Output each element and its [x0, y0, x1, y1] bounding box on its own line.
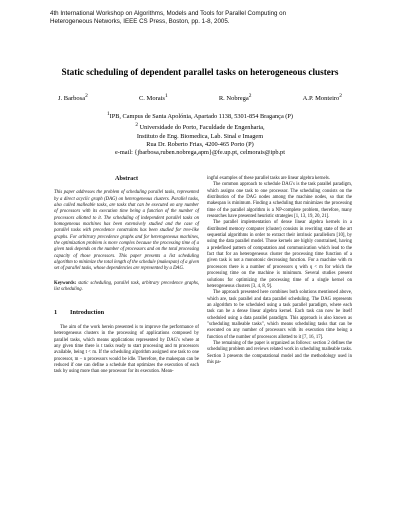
author-name: A.P. Monteiro$^2$: [302, 93, 342, 103]
body-paragraph: The common approach to schedule DAG's is the task parallel paradigm, which assigns one task to one processor. The scheduling consists on the distribution of the DAG nodes among the machine nodes, so that the makespan is minimum. Finding a scheduling that minimizes the processing time of the parallel algorithm is a NP-complete problem, therefore, many researches have presented heuristic strategies [1, 13, 19, 20, 21].: [207, 182, 352, 220]
keywords-label: Keywords:: [54, 280, 77, 286]
author-list: [58, 93, 342, 102]
workshop-line-2: Heterogeneous Networks, IEEE CS Press, Boston, pp. 1-8, 2005.: [50, 18, 230, 25]
body-paragraph: ingful examples of these parallel tasks are linear algebra kernels.: [207, 176, 330, 181]
author-name: R. Nobrega$^2$: [218, 93, 252, 103]
section-title: Introduction: [70, 308, 105, 316]
affiliation-line: Rua Dr. Roberto Frias, 4200-465 Porto (P): [146, 140, 254, 148]
keywords-text: static scheduling, parallel task, arbitrary precedence graphs, list scheduling.: [54, 280, 200, 293]
keywords: [54, 281, 199, 294]
section-heading: [54, 310, 199, 316]
section-number: 1: [54, 308, 58, 316]
affiliations: [40, 110, 360, 157]
author-name: J. Barbosa$^2$: [58, 93, 88, 103]
affiliation-line: $^1$IPB, Campus de Santa Apolónia, Apartado 1138, 5301-854 Bragança (P): [106, 111, 294, 121]
author-name: C. Morais$^1$: [138, 93, 168, 103]
intro-paragraph: The aim of the work herein presented is to improve the performance of heterogeneous clusters in the processing of applications composed by parallel tasks, which means applications represented by DAG's where at any given time there is t tasks ready to start processing and m processors available, being t < m. If the scheduling algorithm assigned one task to one processor, m − n processors would be idle. Therefore, the makespan can be reduced if one can define a schedule that optimizes the execution of each task by using more than one processor for its execution. Mean-: [54, 324, 199, 375]
workshop-line-1: 4th International Workshop on Algorithms, Models and Tools for Parallel Computing on: [50, 10, 287, 17]
body-paragraph: The parallel implementation of dense linear algebra kernels in a distributed memory computer (cluster) consists in rewriting state of the art sequential algorithms in order to extract their intrinsic parallelism [10], by using the data parallel model. Those kernels are highly constrained, having a predefined pattern of computation and communication which lead to the fact that for an heterogeneous cluster the processing time function of a given task is not a monotonic decreasing function. For a machine with m processors there is a number of processors q with q < m for which the processing time on the machine is minimum. Several studies present solutions for optimizing the processing time of a single kernel on heterogeneous clusters [3, 4, 8, 9].: [207, 220, 352, 289]
email-line: e-mail: {jbarbosa,ruben.nobrega,apm}@fe.up.pt, celmorais@ipb.pt: [115, 149, 285, 156]
paper-title: Static scheduling of dependent parallel tasks on heterogeneous clusters: [61, 67, 339, 77]
abstract-text: This paper addresses the problem of scheduling parallel tasks, represented by a direct acyclic graph (DAG) on heterogeneous clusters. Parallel tasks, also called malleable tasks, are tasks that can be executed on any number of processors with its execution time being a function of the number of processors allotted to it. The scheduling of independent parallel tasks on homogeneous machines has been extensively studied and the case of parallel tasks with precedence constraints has been studied for tree-like graphs. For arbitrary precedence graphs and for heterogeneous machines, the optimization problem is more complex because the processing time of a given task depends on the number of processors and on the total processing capacity of those processors. This paper presents a list scheduling algorithm to minimize the total length of the schedule (makespan) of a given set of parallel tasks, whose dependencies are represented by a DAG.: [54, 190, 199, 272]
body-paragraph: The approach presented here combines both solutions mentioned above, which are, task parallel and data parallel scheduling. The DAG represents an algorithm to be scheduled using a task parallel paradigm, where each task can be a dense linear algebra kernel. Each task can now be itself scheduled using a data parallel paradigm. This approach is also known as "scheduling malleable tasks", which means scheduling tasks that can be executed on any number of processors with its execution time being a function of the number of processors allotted to it [7, 16, 17].: [207, 290, 352, 340]
abstract-heading: Abstract: [114, 175, 139, 182]
affiliation-line: $^2$ Universidade do Porto, Faculdade de Engenharia,: [135, 122, 265, 132]
body-paragraph: The remaining of the paper is organized as follows: section 2 defines the scheduling problem and reviews related work in scheduling malleable tasks. Section 3 presents the computational model and the methodology used in this pa-: [207, 340, 352, 365]
left-column: [54, 176, 199, 376]
workshop-header: [50, 10, 350, 26]
right-column: [207, 176, 352, 366]
affiliation-line: Instituto de Eng. Biomedica, Lab. Sinal e Imagem: [136, 132, 264, 140]
